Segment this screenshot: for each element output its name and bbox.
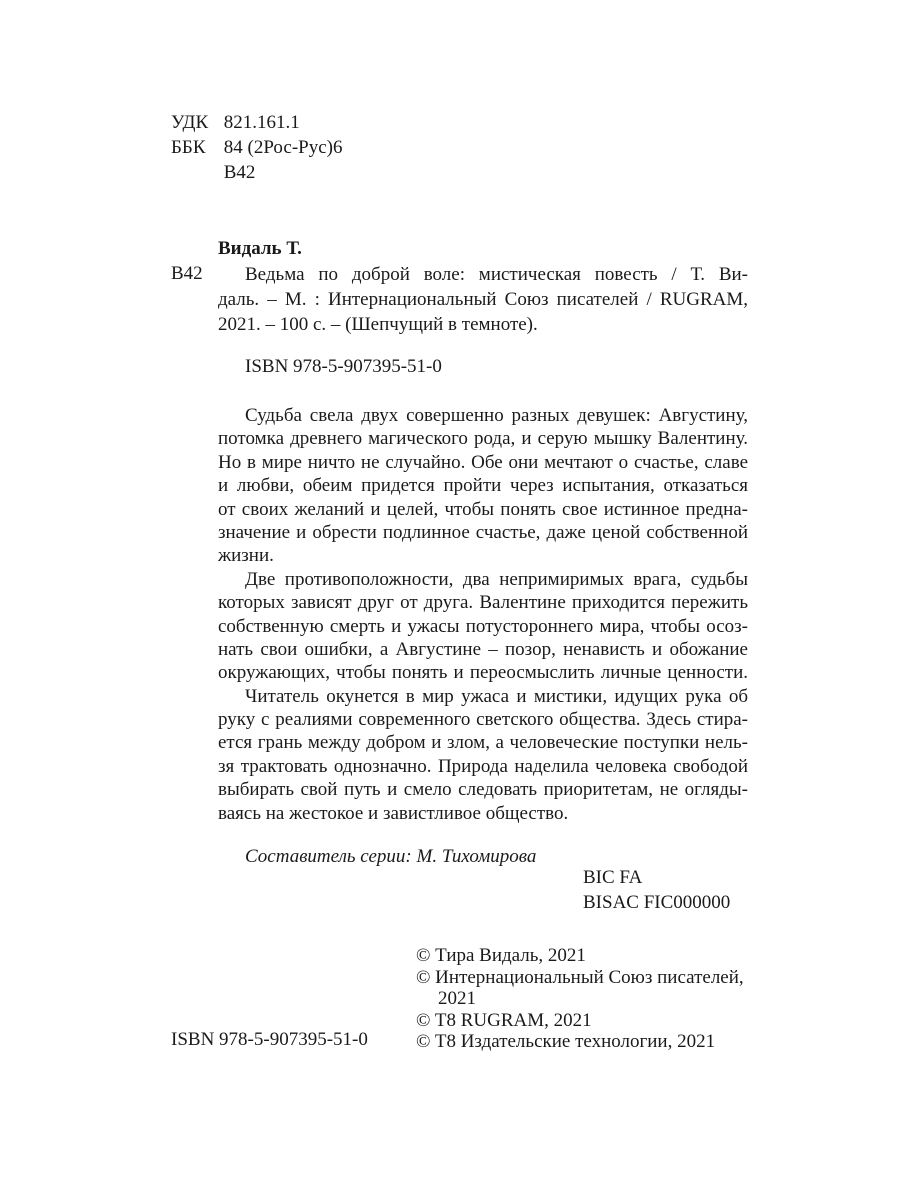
annotation-line: собственную смерть и ужасы потустороннего мира, чтобы осоз- [218,615,748,637]
copyright-line: © Интернациональный Союз писателей, [416,966,744,988]
copyright-line: © T8 Издательские технологии, 2021 [416,1031,716,1052]
annotation-line: окружающих, чтобы понять и переосмыслить личные ценности. [218,662,748,684]
bib-line: даль. – М. : Интернациональный Союз писателей / RUGRAM, [218,289,748,310]
annotation-line: ваясь на жестокое и завистливое общество. [218,802,569,824]
annotation-line: руку с реалиями современного светского общества. Здесь стира- [218,709,748,731]
copyright-line: © Тира Видаль, 2021 [416,945,586,966]
udk-value: 821.161.1 [223,112,300,133]
isbn-footer: ISBN 978-5-907395-51-0 [171,1029,368,1050]
annotation-line: выбирать свой путь и смело следовать приоритетам, не огляды- [218,779,748,801]
annotation-line: ется грань между добром и злом, а человеческие поступки нель- [218,732,748,754]
classification-block [171,110,342,185]
author-code: В42 [171,263,203,284]
annotation-line: Читатель окунется в мир ужаса и мистики, идущих рука об [245,685,748,707]
subject-codes [583,865,730,915]
bisac-code: BISAC FIC000000 [583,892,731,913]
annotation [218,404,748,825]
copyright-notices [416,945,744,1053]
annotation-line: Две противоположности, два непримиримых врага, судьбы [245,568,748,590]
annotation-line: нать свои ошибки, а Августине – позор, ненависть и обожание [218,638,748,660]
bbk-line [171,135,342,160]
bbk-label: ББК [171,137,206,158]
author-mark-line [171,160,342,185]
annotation-line: от своих желаний и целей, чтобы понять свое истинное предна- [218,498,748,520]
bib-line: 2021. – 100 с. – (Шепчущий в темноте). [218,314,538,335]
annotation-line: и любви, обеим придется пройти через испытания, отказаться [218,475,748,497]
bibliographic-entry [218,262,748,337]
copyright-line-continuation: 2021 [438,988,476,1009]
udk-line [171,110,342,135]
bic-code: BIC FA [583,867,643,888]
annotation-line: которых зависят друг от друга. Валентине приходится пережить [218,592,748,614]
annotation-line: Но в мире ничто не случайно. Обе они мечтают о счастье, славе [218,451,748,473]
udk-label: УДК [171,112,209,133]
annotation-line: Судьба свела двух совершенно разных девушек: Августину, [245,405,748,426]
copyright-line: © T8 RUGRAM, 2021 [416,1009,592,1031]
series-compiler: Составитель серии: М. Тихомирова [245,846,537,867]
bbk-value: 84 (2Рос-Рус)6 [223,137,343,158]
annotation-line: потомка древнего магического рода, и серую мышку Валентину. [218,428,748,450]
isbn-entry: ISBN 978-5-907395-51-0 [245,356,442,377]
annotation-line: зя трактовать однозначно. Природа наделила человека свободой [218,755,748,777]
annotation-line: значение и обрести подлинное счастье, даже ценой собственной [218,521,748,543]
author-mark: В42 [223,162,256,183]
author-heading: Видаль Т. [218,238,302,259]
bib-line: Ведьма по доброй воле: мистическая повесть / Т. Ви- [245,264,748,285]
annotation-line: жизни. [218,545,274,567]
